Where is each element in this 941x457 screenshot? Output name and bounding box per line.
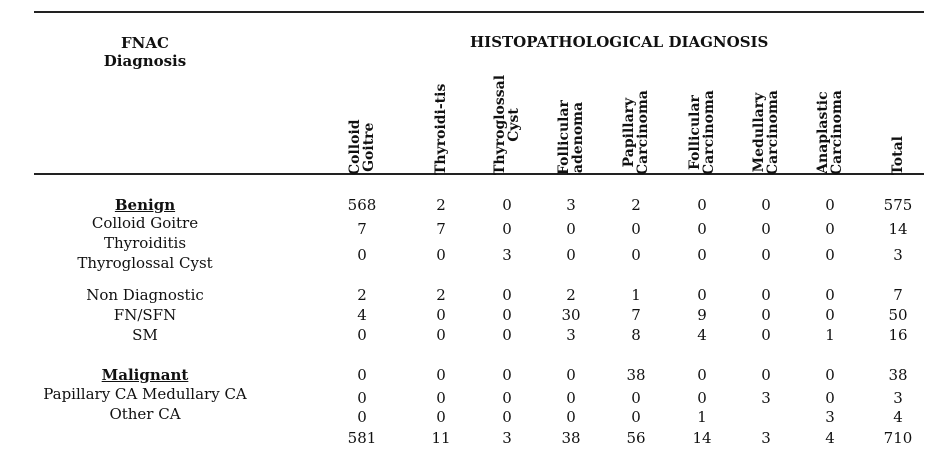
column-header	[816, 90, 844, 175]
table-cell: 1	[631, 286, 641, 304]
table-cell: 0	[566, 389, 576, 407]
column-header	[434, 84, 448, 175]
fnac-header-line2: Diagnosis	[103, 52, 187, 70]
table-cell: 7	[631, 306, 641, 324]
table-cell: 3	[893, 389, 903, 407]
table-cell: 2	[357, 286, 367, 304]
table-cell: 0	[825, 366, 835, 384]
table-cell: 38	[626, 366, 646, 384]
table-cell: 56	[626, 429, 646, 447]
table-cell: 7	[893, 286, 903, 304]
table-cell: 0	[697, 196, 707, 214]
table-cell: 3	[893, 246, 903, 264]
table-cell: 16	[888, 326, 908, 344]
table-cell: 3	[566, 326, 576, 344]
table-cell: 3	[502, 429, 512, 447]
column-header-line2: Carcinoma	[765, 90, 781, 175]
column-header	[752, 90, 780, 175]
fnac-header-line1: FNAC	[121, 34, 169, 52]
table-cell: 0	[566, 366, 576, 384]
table-cell: 0	[357, 326, 367, 344]
label-benign: Benign	[114, 196, 176, 214]
table-cell: 0	[697, 286, 707, 304]
table-cell: 0	[436, 408, 446, 426]
table-cell: 0	[825, 389, 835, 407]
column-header-line1: Anaplastic	[815, 91, 831, 174]
table-cell: 30	[561, 306, 581, 324]
table-cell: 2	[631, 196, 641, 214]
table-cell: 0	[697, 366, 707, 384]
table-cell: 0	[761, 326, 771, 344]
label-non-diagnostic: Non Diagnostic	[86, 286, 204, 304]
table-cell: 568	[347, 196, 377, 214]
column-header-line1: Medullary	[751, 92, 767, 173]
table-cell: 3	[566, 196, 576, 214]
table-cell: 0	[825, 220, 835, 238]
table-cell: 0	[502, 196, 512, 214]
table-cell: 0	[631, 389, 641, 407]
table-cell: 0	[502, 408, 512, 426]
table-cell: 710	[883, 429, 913, 447]
column-header	[891, 136, 905, 175]
table-cell: 2	[436, 286, 446, 304]
table-cell: 0	[566, 408, 576, 426]
column-header-line2: Carcinoma	[635, 90, 651, 175]
label-fn-sfn: FN/SFN	[113, 306, 177, 324]
column-header	[688, 90, 716, 175]
table-cell: 4	[697, 326, 707, 344]
column-header	[557, 100, 585, 175]
table-cell: 3	[761, 389, 771, 407]
label-colloid-goitre: Colloid Goitre	[91, 214, 199, 232]
top-rule	[34, 11, 924, 13]
table-cell: 4	[893, 408, 903, 426]
label-papillary-medullary-ca: Papillary CA Medullary CA	[43, 385, 247, 403]
table-cell: 0	[566, 246, 576, 264]
column-header-line2: Cyst	[506, 108, 522, 142]
table-cell: 0	[825, 306, 835, 324]
table-cell: 575	[883, 196, 913, 214]
column-header-line2: Carcinoma	[701, 90, 717, 175]
table-cell: 0	[761, 246, 771, 264]
column-header-line1: Follicular	[556, 100, 572, 175]
table-cell: 0	[631, 246, 641, 264]
table-cell: 2	[436, 196, 446, 214]
table-cell: 0	[697, 389, 707, 407]
table-cell: 0	[436, 306, 446, 324]
table-cell: 3	[825, 408, 835, 426]
table-cell: 0	[825, 286, 835, 304]
table-cell: 0	[502, 286, 512, 304]
fnac-diagnosis-header	[90, 34, 200, 70]
table-cell: 0	[631, 220, 641, 238]
table-cell: 0	[502, 220, 512, 238]
label-sm: SM	[132, 326, 158, 344]
table-cell: 0	[761, 366, 771, 384]
table-cell: 0	[357, 408, 367, 426]
table-cell: 2	[566, 286, 576, 304]
table-cell: 4	[825, 429, 835, 447]
table-cell: 38	[888, 366, 908, 384]
table-cell: 9	[697, 306, 707, 324]
label-other-ca: Other CA	[109, 405, 181, 423]
table-cell: 0	[357, 246, 367, 264]
column-header-line1: Thyroglossal	[492, 74, 508, 175]
table-cell: 50	[888, 306, 908, 324]
table-cell: 0	[357, 389, 367, 407]
label-thyroiditis: Thyroiditis	[103, 234, 187, 252]
column-header-line1: Follicular	[687, 95, 703, 171]
table-cell: 0	[502, 306, 512, 324]
table-cell: 0	[631, 408, 641, 426]
table-cell: 0	[436, 389, 446, 407]
table-cell: 7	[357, 220, 367, 238]
table-cell: 8	[631, 326, 641, 344]
table-cell: 3	[761, 429, 771, 447]
column-header-line1: Thyroidi-tis	[433, 83, 449, 175]
table-cell: 0	[502, 326, 512, 344]
table-cell: 7	[436, 220, 446, 238]
column-header-line1: Total	[890, 135, 906, 175]
column-header	[493, 75, 521, 175]
column-header-line1: Colloid	[347, 119, 363, 175]
table-cell: 0	[357, 366, 367, 384]
histopathological-diagnosis-header: HISTOPATHOLOGICAL DIAGNOSIS	[470, 33, 769, 51]
table-cell: 0	[436, 246, 446, 264]
label-malignant: Malignant	[101, 366, 189, 384]
label-thyroglossal-cyst: Thyroglossal Cyst	[77, 254, 213, 272]
table-cell: 1	[825, 326, 835, 344]
table-cell: 0	[825, 196, 835, 214]
table-cell: 0	[761, 220, 771, 238]
column-header-line1: Papillary	[621, 97, 637, 168]
table-cell: 14	[888, 220, 908, 238]
table-cell: 0	[436, 326, 446, 344]
table-cell: 1	[697, 408, 707, 426]
table-cell: 0	[761, 286, 771, 304]
table-cell: 0	[761, 306, 771, 324]
table-cell: 0	[761, 196, 771, 214]
column-header	[622, 90, 650, 175]
table-cell: 11	[431, 429, 451, 447]
table-cell: 3	[502, 246, 512, 264]
table-cell: 0	[697, 220, 707, 238]
table-cell: 0	[502, 389, 512, 407]
column-header-line2: Goitre	[361, 122, 377, 172]
table-cell: 38	[561, 429, 581, 447]
column-header	[348, 119, 376, 175]
table-cell: 14	[692, 429, 712, 447]
table-cell: 0	[502, 366, 512, 384]
column-header-line2: adenoma	[570, 101, 586, 174]
column-header-line2: Carcinoma	[829, 90, 845, 175]
table-cell: 0	[566, 220, 576, 238]
table-cell: 0	[697, 246, 707, 264]
table-cell: 0	[436, 366, 446, 384]
table-cell: 0	[825, 246, 835, 264]
header-rule	[34, 173, 924, 175]
table-cell: 581	[347, 429, 377, 447]
table-cell: 4	[357, 306, 367, 324]
